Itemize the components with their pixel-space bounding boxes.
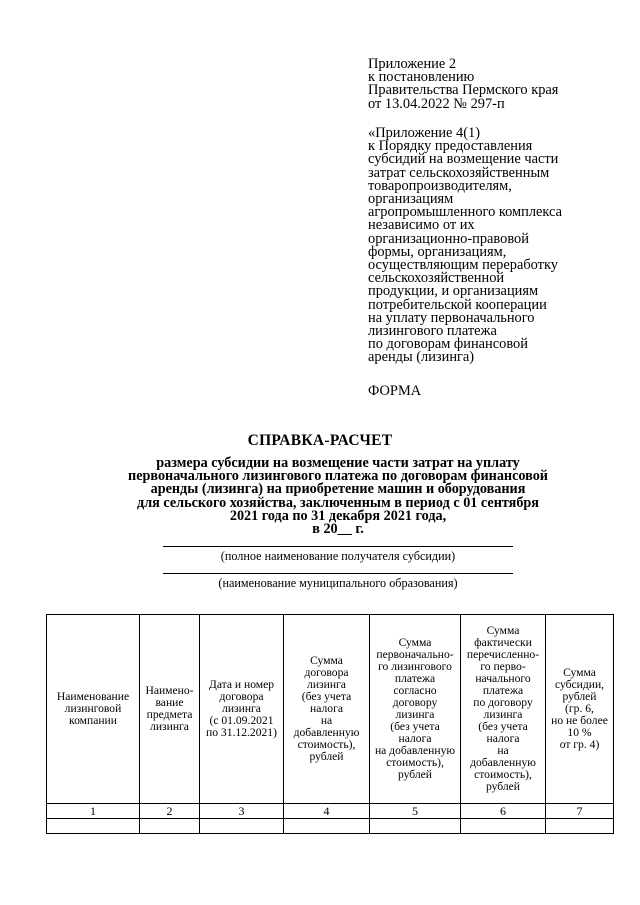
appendix-inner-line: субсидий на возмещение части (368, 151, 559, 168)
table-cell (370, 819, 461, 834)
appendix-inner-block (368, 127, 618, 365)
appendix-line: Приложение 2 (368, 56, 457, 72)
header-contract-sum: Сумма договора лизинга (без учета налога на добавленную стоимость), рублей (284, 615, 370, 804)
table-cell (47, 819, 140, 834)
table-cell (461, 819, 546, 834)
appendix-inner-line: организационно-правовой (368, 230, 529, 247)
appendix-inner-line: по договорам финансовой (368, 336, 528, 353)
column-number: 5 (370, 804, 461, 819)
appendix-line: Правительства Пермского края (368, 82, 559, 99)
appendix-inner-line: потребительской кооперации (368, 296, 547, 313)
appendix-inner-line: организациям (368, 191, 454, 208)
appendix-inner-line: «Приложение 4(1) (368, 125, 481, 141)
table-header-row (47, 615, 614, 804)
subtitle-line: первоначального лизингового платежа по договорам финансовой (128, 468, 548, 485)
header-initial-payment: Сумма первоначально- го лизингового платежа согласно договору лизинга (без учета налога на добавленную стоимость), рублей (370, 615, 461, 804)
header-leasing-subject: Наимено- вание предмета лизинга (140, 615, 200, 804)
recipient-caption: (полное наименование получателя субсидии) (220, 549, 456, 563)
municipality-line (163, 573, 513, 574)
column-number: 6 (461, 804, 546, 819)
appendix-inner-line: сельскохозяйственной (368, 270, 505, 287)
appendix-inner-line: независимо от их (368, 217, 475, 234)
recipient-line (163, 546, 513, 547)
column-number-row (47, 804, 614, 819)
subtitle-line: аренды (лизинга) на приобретение машин и оборудования (150, 481, 526, 498)
table-cell (546, 819, 614, 834)
column-number: 7 (546, 804, 614, 819)
table-cell (284, 819, 370, 834)
subtitle-line: размера субсидии на возмещение части затрат на уплату (156, 455, 520, 471)
appendix-inner-line: формы, организациям, (368, 243, 507, 260)
document-subtitle (100, 457, 576, 536)
table-cell (140, 819, 200, 834)
appendix-inner-line: агропромышленного комплекса (368, 204, 562, 221)
form-label: ФОРМА (368, 383, 422, 399)
appendix-inner-line: продукции, и организациям (368, 283, 539, 300)
subsidy-table (46, 614, 614, 834)
subtitle-line: для сельского хозяйства, заключенным в период с 01 сентября (137, 494, 539, 511)
subtitle-line: в 20__ г. (312, 521, 364, 538)
subtitle-line: 2021 года по 31 декабря 2021 года, (229, 507, 447, 524)
municipality-caption: (наименование муниципального образования) (218, 576, 458, 590)
appendix-inner-line: затрат сельскохозяйственным (368, 164, 550, 181)
header-paid-initial-payment: Сумма фактически перечисленно- го перво- начального платежа по договору лизинга (без учета налога на добавленную стоимость), рублей (461, 615, 546, 804)
appendix-inner-line: осуществляющим переработку (368, 257, 558, 274)
column-number: 4 (284, 804, 370, 819)
appendix-inner-line: лизингового платежа (368, 323, 497, 340)
column-number: 2 (140, 804, 200, 819)
column-number: 3 (200, 804, 284, 819)
appendix-inner-line: на уплату первоначального (368, 309, 535, 326)
header-contract-date-number: Дата и номер договора лизинга (с 01.09.2021 по 31.12.2021) (200, 615, 284, 804)
header-subsidy-sum: Сумма субсидии, рублей (гр. 6, но не более 10 % от гр. 4) (546, 615, 614, 804)
appendix-inner-line: аренды (лизинга) (368, 349, 475, 366)
table-row (47, 819, 614, 834)
appendix-line: от 13.04.2022 № 297-п (368, 95, 505, 112)
appendix-inner-line: товаропроизводителям, (368, 177, 512, 194)
document-title: СПРАВКА-РАСЧЕТ (247, 432, 393, 449)
table-cell (200, 819, 284, 834)
appendix-inner-line: к Порядку предоставления (368, 138, 533, 155)
header-leasing-company: Наименование лизинговой компании (47, 615, 140, 804)
column-number: 1 (47, 804, 140, 819)
appendix-line: к постановлению (368, 69, 475, 86)
appendix-block (368, 58, 618, 111)
